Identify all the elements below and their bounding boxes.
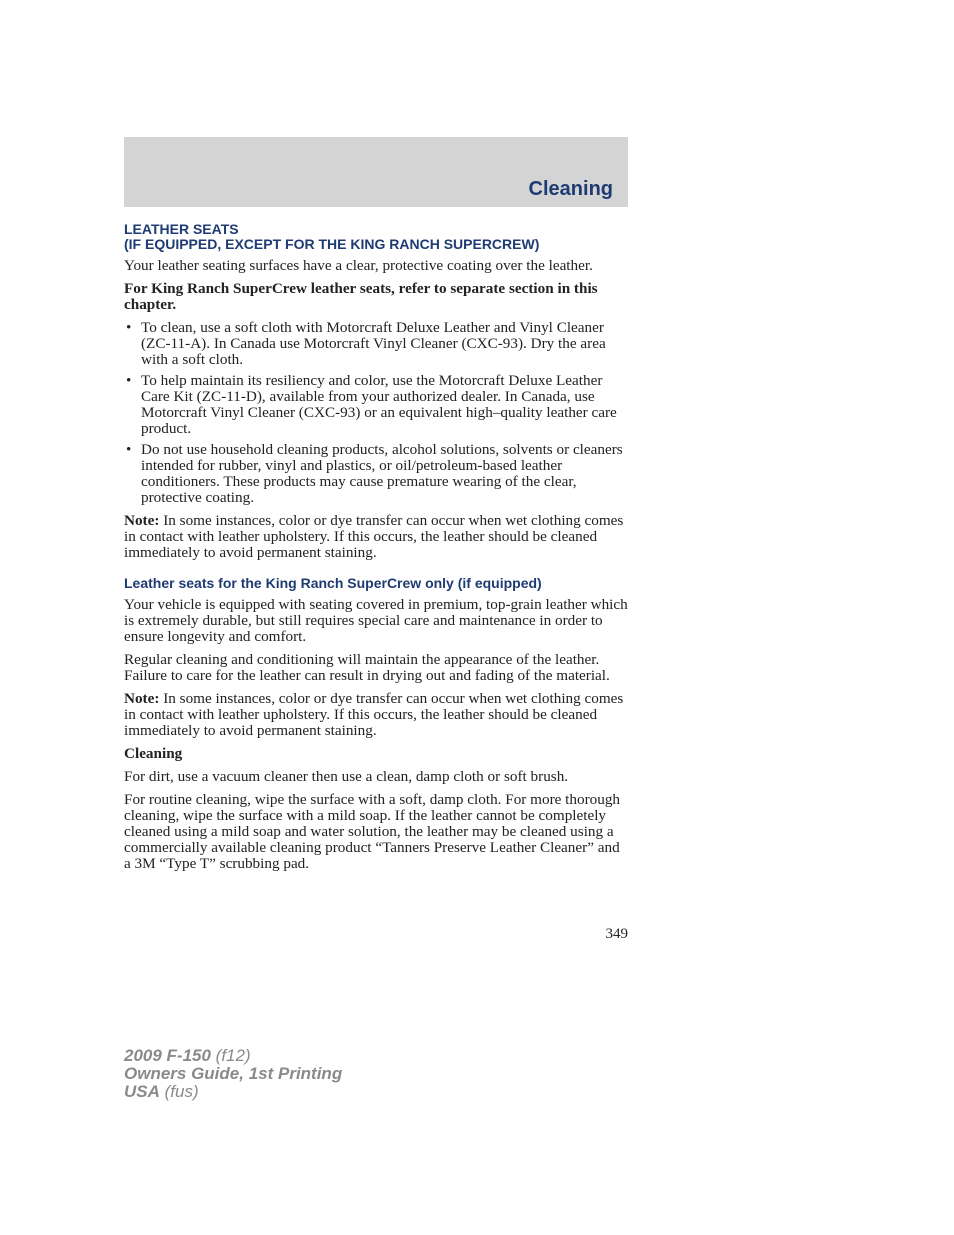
chapter-header-band	[124, 137, 628, 207]
chapter-title: Cleaning	[528, 178, 613, 200]
note-text: In some instances, color or dye transfer can occur when wet clothing comes in contact with leather upholstery. If this occurs, the leather should be cleaned immediately to avoid permanent staining.	[124, 690, 624, 739]
list-item	[124, 320, 628, 368]
bullet-icon: •	[126, 319, 132, 336]
footer-line-1	[124, 1047, 342, 1065]
footer-line-2: Owners Guide, 1st Printing	[124, 1064, 343, 1083]
section-heading-king-ranch: Leather seats for the King Ranch SuperCrew only (if equipped)	[124, 575, 542, 591]
cleaning-subheading: Cleaning	[124, 745, 183, 762]
note-paragraph-2	[124, 691, 628, 739]
footer-market: USA	[124, 1082, 160, 1101]
section-heading-leather-seats	[124, 222, 628, 252]
bullet-icon: •	[126, 441, 132, 458]
document-footer	[124, 1047, 342, 1101]
cleaning-paragraph-2: For routine cleaning, wipe the surface with a soft, damp cloth. For more thorough cleaning, wipe the surface with a mild soap. If the leather cannot be completely cleaned using a mild soap and water solution, the leather may be cleaned using a commercially available cleaning product “Tanners Preserve Leather Cleaner” and a 3M “Type T” scrubbing pad.	[124, 791, 621, 872]
king-ranch-reference: For King Ranch SuperCrew leather seats, refer to separate section in this chapter.	[124, 280, 598, 313]
footer-model-code: (f12)	[210, 1046, 251, 1065]
cleaning-paragraph-1: For dirt, use a vacuum cleaner then use a clean, damp cloth or soft brush.	[124, 768, 569, 785]
list-item-text: To help maintain its resiliency and color, use the Motorcraft Deluxe Leather Care Kit (ZC-11-D), available from your authorized dealer. In Canada, use Motorcraft Vinyl Cleaner (CXC-93) or an equivalent high–quality leather care product.	[141, 372, 617, 437]
list-item	[124, 442, 628, 506]
list-item-text: Do not use household cleaning products, alcohol solutions, solvents or cleaners intended for rubber, vinyl and plastics, or oil/petroleum-based leather conditioners. These products may cause premature wearing of the clear, protective coating.	[141, 441, 623, 506]
cleaning-bullet-list	[124, 320, 628, 506]
note-label: Note:	[124, 690, 160, 707]
footer-market-code: (fus)	[159, 1082, 199, 1101]
king-ranch-paragraph-1: Your vehicle is equipped with seating covered in premium, top-grain leather which is extremely durable, but still requires special care and maintenance in order to ensure longevity and comfort.	[124, 596, 628, 645]
page-number: 349	[605, 926, 628, 942]
footer-line-3	[124, 1083, 342, 1101]
intro-paragraph: Your leather seating surfaces have a clear, protective coating over the leather.	[124, 257, 593, 274]
page-content	[124, 222, 628, 879]
list-item	[124, 373, 628, 437]
note-paragraph	[124, 513, 628, 561]
note-text: In some instances, color or dye transfer can occur when wet clothing comes in contact with leather upholstery. If this occurs, the leather should be cleaned immediately to avoid permanent staining.	[124, 512, 624, 561]
list-item-text: To clean, use a soft cloth with Motorcraft Deluxe Leather and Vinyl Cleaner (ZC-11-A). In Canada use Motorcraft Vinyl Cleaner (CXC-93). Dry the area with a soft cloth.	[141, 319, 606, 368]
section-heading-line1: LEATHER SEATS	[124, 221, 239, 237]
note-label: Note:	[124, 512, 160, 529]
section-heading-line2: (IF EQUIPPED, EXCEPT FOR THE KING RANCH SUPERCREW)	[124, 236, 540, 252]
king-ranch-paragraph-2: Regular cleaning and conditioning will maintain the appearance of the leather. Failure to care for the leather can result in drying out and fading of the material.	[124, 651, 610, 684]
footer-model: 2009 F-150	[124, 1046, 211, 1065]
bullet-icon: •	[126, 372, 132, 389]
